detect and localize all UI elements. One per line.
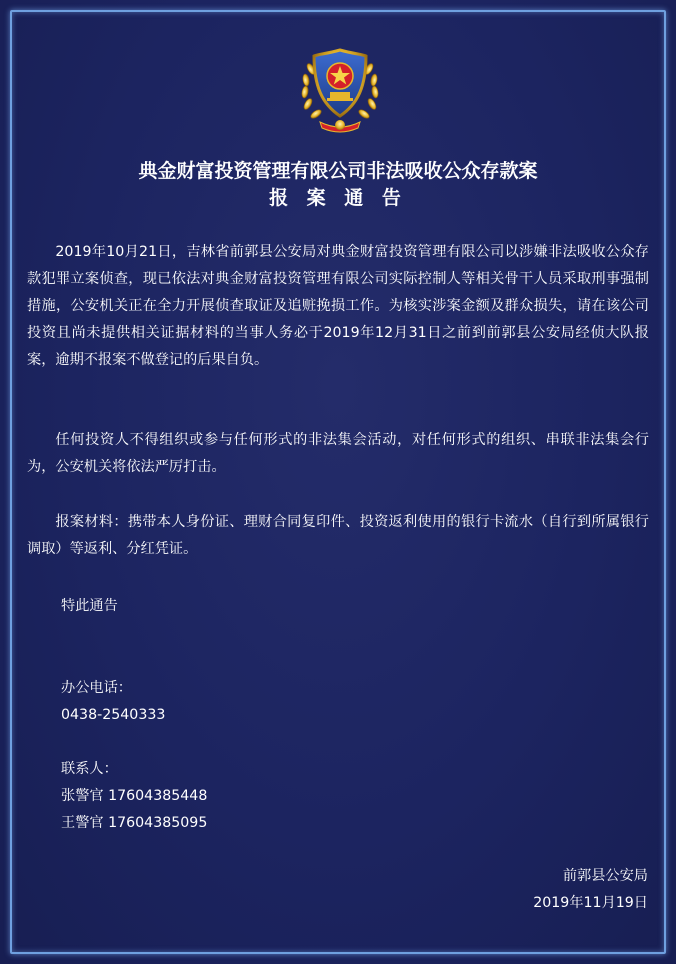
closing-text: 特此通告	[61, 598, 118, 614]
contacts-label: 联系人：	[61, 761, 118, 777]
notice-subtitle: 报 案 通 告	[269, 187, 407, 209]
issuer-name: 前郭县公安局	[562, 868, 648, 884]
police-emblem-icon	[294, 42, 386, 134]
phone-number: 0438-2540333	[61, 707, 166, 723]
issue-date: 2019年11月19日	[533, 895, 648, 911]
notice-title: 典金财富投资管理有限公司非法吸收公众存款案	[138, 160, 538, 182]
paragraph-warning: 任何投资人不得组织或参与任何形式的非法集会活动，对任何形式的组织、串联非法集会行为，公安机关将依法严厉打击。	[27, 432, 649, 475]
contact-item: 张警官 17604385448	[61, 788, 208, 804]
phone-label: 办公电话：	[61, 680, 132, 696]
paragraph-case-details: 2019年10月21日，吉林省前郭县公安局对典金财富投资管理有限公司以涉嫌非法吸收公众存款犯罪立案侦查，现已依法对典金财富投资管理有限公司实际控制人等相关骨干人员采取刑事强制措施，公安机关正在全力开展侦查取证及追赃挽损工作。为核实涉案金额及群众损失，请在该公司投资且尚未提供相关证据材料的当事人务必于2019年12月31日之前到前郭县公安局经侦大队报案，逾期不报案不做登记的后果自负。	[27, 244, 649, 368]
paragraph-materials: 报案材料：携带本人身份证、理财合同复印件、投资返利使用的银行卡流水（自行到所属银行调取）等返利、分红凭证。	[27, 514, 649, 557]
contact-item: 王警官 17604385095	[61, 815, 208, 831]
